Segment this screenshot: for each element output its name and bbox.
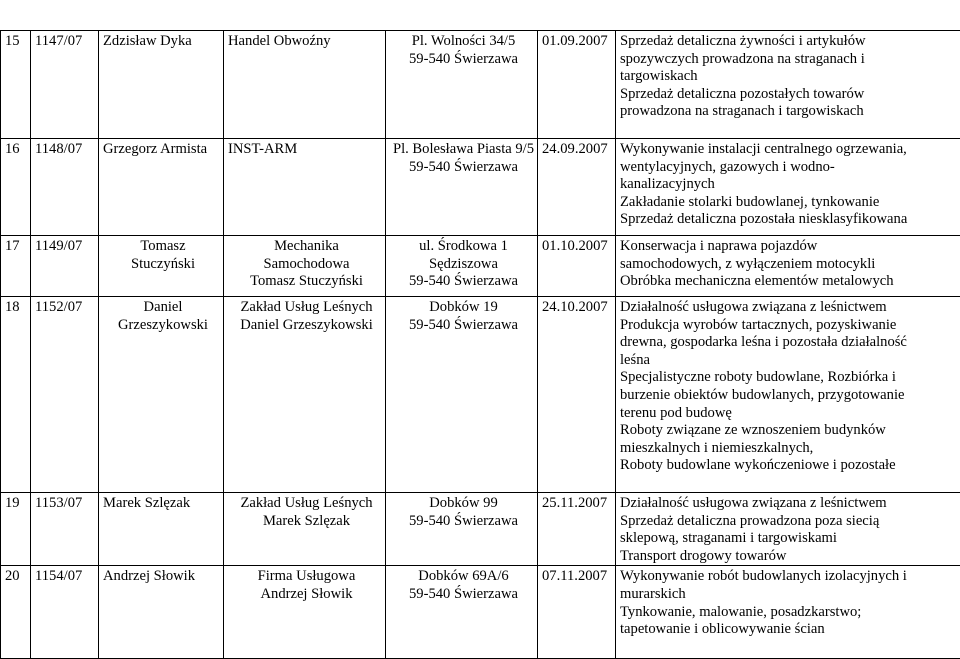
address-cell-line: 59-540 Świerzawa xyxy=(390,317,537,335)
company-name-cell-line: Andrzej Słowik xyxy=(228,586,385,604)
address-cell xyxy=(386,31,538,139)
activities-cell-line: Roboty budowlane wykończeniowe i pozostałe xyxy=(620,457,960,475)
start-date-cell xyxy=(538,139,616,236)
owner-name-cell-line: Marek Szlęzak xyxy=(103,495,223,513)
activities-cell-line: Sprzedaż detaliczna prowadzona poza siecią xyxy=(620,513,960,531)
address-cell-line: Pl. Bolesława Piasta 9/5 xyxy=(390,141,537,159)
address-cell-line: 59-540 Świerzawa xyxy=(390,273,537,291)
activities-cell-line: burzenie obiektów budowlanych, przygotowanie xyxy=(620,387,960,405)
row-number-cell-text: 20 xyxy=(5,568,30,586)
address-cell-line: 59-540 Świerzawa xyxy=(390,513,537,531)
address-cell-line: ul. Środkowa 1 xyxy=(390,238,537,256)
activities-cell-line: terenu pod budowę xyxy=(620,405,960,423)
row-number-cell xyxy=(1,493,31,566)
owner-name-cell-line: Tomasz xyxy=(103,238,223,256)
company-name-cell-line: Daniel Grzeszykowski xyxy=(228,317,385,335)
activities-cell-line: Sprzedaż detaliczna pozostałych towarów xyxy=(620,86,960,104)
address-cell-line: 59-540 Świerzawa xyxy=(390,51,537,69)
company-name-cell-line: Firma Usługowa xyxy=(228,568,385,586)
activities-cell xyxy=(616,297,960,493)
start-date-cell-text: 01.09.2007 xyxy=(542,33,615,51)
activities-cell xyxy=(616,493,960,566)
activities-cell-line: kanalizacyjnych xyxy=(620,176,960,194)
owner-name-cell xyxy=(99,139,224,236)
activities-cell-line: murarskich xyxy=(620,586,960,604)
start-date-cell xyxy=(538,236,616,297)
address-cell xyxy=(386,139,538,236)
activities-cell xyxy=(616,31,960,139)
owner-name-cell-line: Andrzej Słowik xyxy=(103,568,223,586)
start-date-cell xyxy=(538,297,616,493)
activities-cell-line: Sprzedaż detaliczna żywności i artykułów xyxy=(620,33,960,51)
activities-cell-line: Roboty związane ze wznoszeniem budynków xyxy=(620,422,960,440)
activities-cell-line: Zakładanie stolarki budowlanej, tynkowanie xyxy=(620,194,960,212)
company-name-cell xyxy=(224,493,386,566)
entry-number-cell xyxy=(31,297,99,493)
entry-number-cell-text: 1148/07 xyxy=(35,141,98,159)
activities-cell-line: Działalność usługowa związana z leśnictwem xyxy=(620,495,960,513)
row-number-cell xyxy=(1,139,31,236)
company-name-cell-line: Mechanika xyxy=(228,238,385,256)
address-cell-line: 59-540 Świerzawa xyxy=(390,159,537,177)
start-date-cell-text: 24.10.2007 xyxy=(542,299,615,317)
activities-cell xyxy=(616,566,960,659)
company-name-cell-line: Samochodowa xyxy=(228,256,385,274)
table-row xyxy=(1,139,960,236)
entry-number-cell xyxy=(31,31,99,139)
owner-name-cell xyxy=(99,236,224,297)
activities-cell-line: Produkcja wyrobów tartacznych, pozyskiwanie xyxy=(620,317,960,335)
address-cell-line: 59-540 Świerzawa xyxy=(390,586,537,604)
owner-name-cell-line: Grzeszykowski xyxy=(103,317,223,335)
activities-cell-line: samochodowych, z wyłączeniem motocykli xyxy=(620,256,960,274)
owner-name-cell xyxy=(99,566,224,659)
activities-cell-line: prowadzona na straganach i targowiskach xyxy=(620,103,960,121)
activities-cell-line: Specjalistyczne roboty budowlane, Rozbiórka i xyxy=(620,369,960,387)
entry-number-cell xyxy=(31,493,99,566)
owner-name-cell-line: Grzegorz Armista xyxy=(103,141,223,159)
start-date-cell-text: 24.09.2007 xyxy=(542,141,615,159)
company-name-cell xyxy=(224,236,386,297)
address-cell-line: Dobków 69A/6 xyxy=(390,568,537,586)
company-name-cell xyxy=(224,139,386,236)
start-date-cell xyxy=(538,493,616,566)
entry-number-cell xyxy=(31,139,99,236)
address-cell-line: Pl. Wolności 34/5 xyxy=(390,33,537,51)
owner-name-cell xyxy=(99,493,224,566)
company-name-cell-line: Handel Obwoźny xyxy=(228,33,385,51)
row-number-cell xyxy=(1,297,31,493)
start-date-cell-text: 07.11.2007 xyxy=(542,568,615,586)
row-number-cell-text: 18 xyxy=(5,299,30,317)
start-date-cell xyxy=(538,31,616,139)
company-name-cell-line: Zakład Usług Leśnych xyxy=(228,495,385,513)
activities-cell-line: spozywczych prowadzona na straganach i xyxy=(620,51,960,69)
activities-cell-line: Tynkowanie, malowanie, posadzkarstwo; xyxy=(620,604,960,622)
owner-name-cell xyxy=(99,297,224,493)
company-name-cell xyxy=(224,297,386,493)
owner-name-cell-line: Zdzisław Dyka xyxy=(103,33,223,51)
activities-cell xyxy=(616,236,960,297)
row-number-cell xyxy=(1,31,31,139)
entry-number-cell-text: 1152/07 xyxy=(35,299,98,317)
entry-number-cell-text: 1154/07 xyxy=(35,568,98,586)
activities-cell-line: targowiskach xyxy=(620,68,960,86)
address-cell xyxy=(386,297,538,493)
row-number-cell-text: 16 xyxy=(5,141,30,159)
entry-number-cell-text: 1153/07 xyxy=(35,495,98,513)
address-cell-line: Dobków 99 xyxy=(390,495,537,513)
activities-cell xyxy=(616,139,960,236)
table-row xyxy=(1,31,960,139)
address-cell xyxy=(386,566,538,659)
activities-cell-line: Sprzedaż detaliczna pozostała niesklasyfikowana xyxy=(620,211,960,229)
activities-cell-line: mieszkalnych i niemieszkalnych, xyxy=(620,440,960,458)
company-name-cell xyxy=(224,566,386,659)
row-number-cell-text: 15 xyxy=(5,33,30,51)
company-name-cell xyxy=(224,31,386,139)
entry-number-cell-text: 1147/07 xyxy=(35,33,98,51)
row-number-cell-text: 17 xyxy=(5,238,30,256)
address-cell xyxy=(386,493,538,566)
company-name-cell-line: INST-ARM xyxy=(228,141,385,159)
activities-cell-line: Obróbka mechaniczna elementów metalowych xyxy=(620,273,960,291)
start-date-cell-text: 25.11.2007 xyxy=(542,495,615,513)
start-date-cell xyxy=(538,566,616,659)
table-row xyxy=(1,566,960,659)
address-cell-line: Sędziszowa xyxy=(390,256,537,274)
company-name-cell-line: Zakład Usług Leśnych xyxy=(228,299,385,317)
activities-cell-line: sklepową, straganami i targowiskami xyxy=(620,530,960,548)
row-number-cell xyxy=(1,236,31,297)
row-number-cell-text: 19 xyxy=(5,495,30,513)
company-name-cell-line: Tomasz Stuczyński xyxy=(228,273,385,291)
address-cell-line: Dobków 19 xyxy=(390,299,537,317)
activities-cell-line: wentylacyjnych, gazowych i wodno- xyxy=(620,159,960,177)
owner-name-cell-line: Daniel xyxy=(103,299,223,317)
table-row xyxy=(1,236,960,297)
activities-cell-line: tapetowanie i oblicowywanie ścian xyxy=(620,621,960,639)
table-row xyxy=(1,297,960,493)
start-date-cell-text: 01.10.2007 xyxy=(542,238,615,256)
activities-cell-line: leśna xyxy=(620,352,960,370)
owner-name-cell-line: Stuczyński xyxy=(103,256,223,274)
activities-cell-line: Transport drogowy towarów xyxy=(620,548,960,566)
activities-cell-line: Wykonywanie robót budowlanych izolacyjnych i xyxy=(620,568,960,586)
row-number-cell xyxy=(1,566,31,659)
owner-name-cell xyxy=(99,31,224,139)
entry-number-cell-text: 1149/07 xyxy=(35,238,98,256)
activities-cell-line: drewna, gospodarka leśna i pozostała działalność xyxy=(620,334,960,352)
entry-number-cell xyxy=(31,566,99,659)
company-name-cell-line: Marek Szlęzak xyxy=(228,513,385,531)
address-cell xyxy=(386,236,538,297)
activities-cell-line: Konserwacja i naprawa pojazdów xyxy=(620,238,960,256)
registry-table xyxy=(0,30,960,659)
table-row xyxy=(1,493,960,566)
entry-number-cell xyxy=(31,236,99,297)
activities-cell-line: Wykonywanie instalacji centralnego ogrzewania, xyxy=(620,141,960,159)
activities-cell-line: Działalność usługowa związana z leśnictwem xyxy=(620,299,960,317)
